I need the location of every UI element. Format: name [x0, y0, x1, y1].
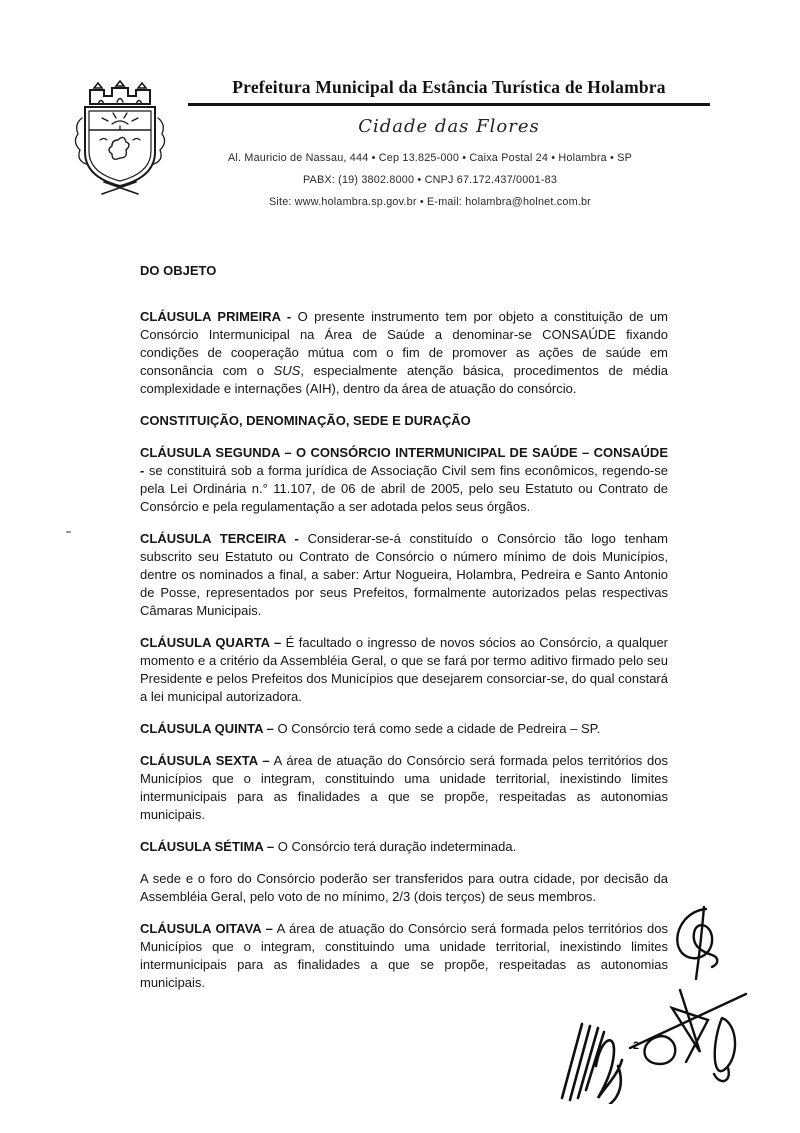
sede-foro-paragraph: A sede e o foro do Consórcio poderão ser transferidos para outra cidade, por decisão da Assembléia Geral, pelo voto de no mínimo, 2/3 (dois terços) de seus membros. — [140, 871, 668, 904]
letterhead-motto: Cidade das Flores — [358, 116, 540, 137]
clause-quinta-text: O Consórcio terá como sede a cidade de Pedreira – SP. — [277, 721, 601, 736]
clause-quarta-label: CLÁUSULA QUARTA – — [140, 635, 282, 650]
clause-primeira-sus-term: SUS — [273, 363, 301, 378]
clause-primeira — [140, 308, 668, 398]
clause-primeira-label: CLÁUSULA PRIMEIRA - — [140, 309, 292, 324]
signature-rubric-strokes-icon — [556, 1002, 638, 1104]
clause-segunda-text: se constituirá sob a forma jurídica de Associação Civil sem fins econômicos, regendo-se pela Lei Ordinária n.° 11.107, de 06 de abril de 2005, pelo seu Estatuto ou Contrato de Consórcio e pela regulamentação a ser adotada pelos seus órgãos. — [140, 463, 668, 514]
clause-setima-text: O Consórcio terá duração indeterminada. — [277, 839, 517, 854]
clause-terceira-label: CLÁUSULA TERCEIRA - — [140, 531, 299, 546]
clause-setima — [140, 838, 668, 856]
letterhead-title: Prefeitura Municipal da Estância Turística de Holambra — [188, 76, 710, 106]
clause-terceira — [140, 530, 668, 620]
clause-segunda — [140, 444, 668, 516]
signature-rubric-scrawl-icon — [628, 978, 750, 1096]
clause-terceira-text: Considerar-se-á constituído o Consórcio tão logo tenham subscrito seu Estatuto ou Contrato de Consórcio o número mínimo de dois Municípios, dentre os nominados a final, a saber: Artur Nogueira, Holambra, Pedreira e Santo Antonio de Posse, representados por seus Prefeitos, formalmente autorizados pelas respectivas Câmaras Municipais. — [140, 531, 668, 618]
clause-segunda-label: CLÁUSULA SEGUNDA – O CONSÓRCIO INTERMUNICIPAL DE SAÚDE – CONSAÚDE - — [140, 445, 668, 478]
letterhead-address: Al. Mauricio de Nassau, 444 • Cep 13.825-000 • Caixa Postal 24 • Holambra • SP — [227, 152, 632, 164]
letterhead-contact: PABX: (19) 3802.8000 • CNPJ 67.172.437/0001-83 — [302, 174, 558, 186]
clause-oitava — [140, 920, 668, 992]
document-body — [140, 262, 668, 1006]
clause-quarta — [140, 634, 668, 706]
clause-primeira-text: O presente instrumento tem por objeto a constituição de um Consórcio Intermunicipal na Área de Saúde a denominar-se CONSAÚDE fixando condições de cooperação mútua com o fim de promover as ações de saúde em consonância com o — [140, 309, 668, 378]
clause-oitava-label: CLÁUSULA OITAVA – — [140, 921, 273, 936]
signature-rubric-loop-icon — [668, 905, 726, 983]
page-number: 2 — [633, 1040, 640, 1052]
clause-sexta — [140, 752, 668, 824]
clause-quinta — [140, 720, 668, 738]
clause-quinta-label: CLÁUSULA QUINTA – — [140, 721, 274, 736]
clause-primeira-text-cont: , especialmente atenção básica, procedimentos de média complexidade e internações (AIH), dentro da área de atuação do consórcio. — [140, 363, 668, 396]
clause-oitava-text: A área de atuação do Consórcio será formada pelos territórios dos Municípios que o integram, constituindo uma unidade territorial, inexistindo limites intermunicipais para as finalidades a que se propõe, respeitadas as autonomias municipais. — [140, 921, 668, 990]
section-heading-constituicao: CONSTITUIÇÃO, DENOMINAÇÃO, SEDE E DURAÇÃO — [140, 413, 471, 428]
scan-artifact — [66, 531, 71, 533]
clause-sexta-text: A área de atuação do Consórcio será formada pelos territórios dos Municípios que o integram, constituindo uma unidade territorial, inexistindo limites intermunicipais para as finalidades a que se propõe, respeitadas as autonomias municipais. — [140, 753, 668, 822]
letterhead-web-email: Site: www.holambra.sp.gov.br • E-mail: holambra@holnet.com.br — [269, 196, 591, 208]
clause-quarta-text: É facultado o ingresso de novos sócios ao Consórcio, a qualquer momento e a critério da Assembléia Geral, o que se fará por termo aditivo firmado pelo seu Presidente e pelos Prefeitos dos Municípios que desejarem consorciar-se, do qual constará a lei municipal autorizadora. — [140, 635, 669, 704]
section-heading-do-objeto: DO OBJETO — [140, 263, 217, 278]
clause-sexta-label: CLÁUSULA SEXTA – — [140, 753, 270, 768]
clause-setima-label: CLÁUSULA SÉTIMA – — [140, 839, 275, 854]
